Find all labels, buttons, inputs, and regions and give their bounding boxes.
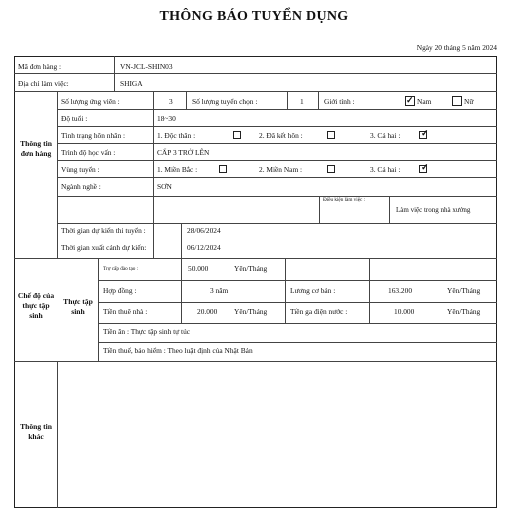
selected-value: 1 — [300, 97, 304, 106]
row-divider — [57, 126, 497, 127]
row-divider — [57, 196, 497, 197]
salary-unit: Yên/Tháng — [447, 286, 481, 295]
condition-value: Làm việc trong nhà xưởng — [396, 206, 471, 214]
col-divider — [186, 91, 187, 109]
salary-value: 163.200 — [388, 286, 413, 295]
row-divider — [57, 177, 497, 178]
col-divider — [285, 258, 286, 323]
marital-label: Tình trạng hôn nhân : — [61, 131, 126, 140]
exam-date-value: 28/06/2024 — [187, 226, 221, 235]
row-divider — [98, 342, 497, 343]
training-allowance-label: Trợ cấp đào tạo : — [103, 266, 139, 272]
education-label: Trình độ học vấn : — [61, 148, 116, 157]
gender-female-label: Nữ — [464, 97, 474, 106]
col-divider — [287, 91, 288, 109]
row-divider — [57, 160, 497, 161]
age-label: Độ tuổi : — [61, 114, 88, 123]
row-divider — [57, 109, 497, 110]
trainee-label: Thực tập sinh — [63, 297, 93, 316]
departure-date-value: 06/12/2024 — [187, 243, 221, 252]
marital-married-checkbox[interactable] — [327, 131, 335, 139]
utilities-value: 10.000 — [394, 307, 415, 316]
col-divider — [57, 91, 58, 258]
issue-date: Ngày 20 tháng 5 năm 2024 — [416, 43, 497, 52]
order-code-label: Mã đơn hàng : — [18, 62, 62, 71]
region-north-checkbox[interactable] — [219, 165, 227, 173]
checkmark-icon: ✓ — [421, 128, 429, 138]
gender-male-label: Nam — [417, 97, 432, 106]
workplace-value: SHIGA — [120, 79, 143, 88]
utilities-label: Tiền ga điện nước : — [290, 307, 348, 316]
training-allowance-unit: Yên/Tháng — [234, 264, 268, 273]
salary-label: Lương cơ bản : — [290, 286, 336, 295]
page-title: THÔNG BÁO TUYỂN DỤNG — [159, 9, 349, 24]
applicants-value: 3 — [169, 97, 173, 106]
col-divider — [181, 223, 182, 258]
checkmark-icon: ✓ — [406, 95, 414, 105]
row-divider — [57, 143, 497, 144]
job-value: SƠN — [157, 182, 172, 191]
gender-label: Giới tính : — [324, 97, 355, 106]
contract-value: 3 năm — [210, 286, 229, 295]
col-divider — [319, 196, 320, 223]
region-south-label: 2. Miền Nam : — [259, 165, 303, 174]
row-divider — [14, 91, 497, 92]
gender-female-checkbox[interactable] — [452, 96, 462, 106]
condition-label: Điều kiện làm việc : — [323, 197, 366, 203]
row-divider — [14, 73, 497, 74]
marital-single-label: 1. Độc thân : — [157, 131, 196, 140]
row-divider — [98, 302, 497, 303]
region-label: Vùng tuyển : — [61, 165, 100, 174]
region-south-checkbox[interactable] — [327, 165, 335, 173]
marital-married-label: 2. Đã kết hôn : — [259, 131, 303, 140]
rent-value: 20.000 — [197, 307, 218, 316]
marital-both-label: 3. Cả hai : — [370, 131, 401, 140]
col-divider — [98, 258, 99, 361]
benefits-section-label: Chế độ của thực tập sinh — [17, 291, 55, 320]
utilities-unit: Yên/Tháng — [447, 307, 481, 316]
age-value: 18~30 — [157, 114, 176, 123]
col-divider — [369, 258, 370, 323]
education-value: CẤP 3 TRỞ LÊN — [157, 148, 210, 157]
col-divider — [181, 258, 182, 323]
tax-note: Tiền thuế, bảo hiểm : Theo luật định của Nhật Bản — [103, 346, 253, 355]
rent-unit: Yên/Tháng — [234, 307, 268, 316]
job-label: Ngành nghề : — [61, 182, 101, 191]
training-allowance-value: 50.000 — [188, 264, 209, 273]
row-divider — [98, 280, 497, 281]
selected-label: Số lượng tuyển chọn : — [192, 97, 258, 106]
order-code-value: VN-JCL-SHIN03 — [120, 62, 173, 71]
row-divider — [57, 223, 497, 224]
marital-single-checkbox[interactable] — [233, 131, 241, 139]
row-divider — [14, 361, 497, 362]
applicants-label: Số lượng ứng viên : — [61, 97, 120, 106]
order-info-section-label: Thông tin đơn hàng — [20, 139, 52, 158]
region-both-label: 3. Cả hai : — [370, 165, 401, 174]
other-info-section-label: Thông tin khác — [20, 422, 52, 441]
checkmark-icon: ✓ — [421, 162, 429, 172]
col-divider — [57, 361, 58, 508]
meals-note: Tiền ăn : Thực tập sinh tự túc — [103, 327, 191, 336]
col-divider — [153, 91, 154, 258]
workplace-label: Địa chỉ làm việc: — [18, 79, 69, 88]
contract-label: Hợp đồng : — [103, 286, 137, 295]
col-divider — [389, 196, 390, 223]
exam-date-label: Thời gian dự kiến thi tuyển : — [61, 226, 146, 235]
departure-date-label: Thời gian xuất cảnh dự kiến: — [61, 243, 147, 252]
rent-label: Tiền thuê nhà : — [103, 307, 148, 316]
row-divider — [14, 258, 497, 259]
row-divider — [98, 323, 497, 324]
region-north-label: 1. Miền Bắc : — [157, 165, 198, 174]
col-divider — [114, 56, 115, 91]
col-divider — [318, 91, 319, 109]
